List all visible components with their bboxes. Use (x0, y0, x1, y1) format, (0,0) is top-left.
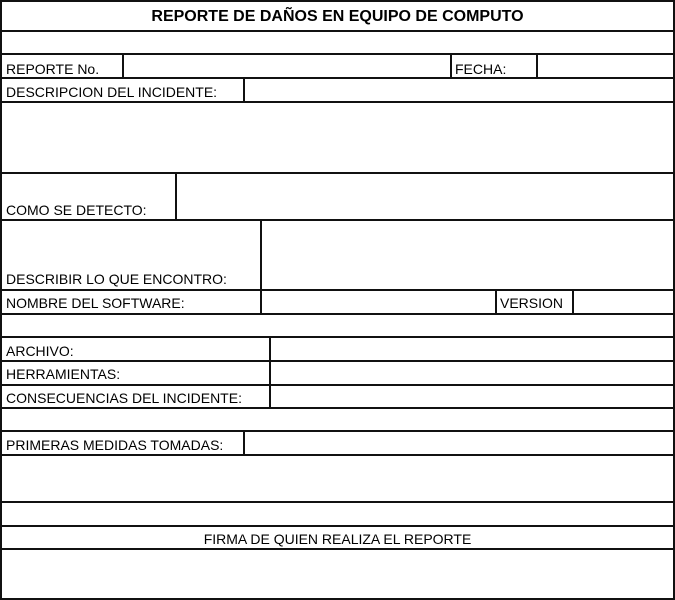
row-line (0, 525, 675, 527)
first-measures-label: PRIMERAS MEDIDAS TOMADAS: (6, 437, 224, 453)
blank-row-field[interactable] (2, 315, 673, 336)
report-number-label: REPORTE No. (6, 61, 100, 77)
form-title: REPORTE DE DAÑOS EN EQUIPO DE COMPUTO (151, 8, 524, 25)
blank-row-field[interactable] (2, 503, 673, 525)
first-measures-area[interactable] (2, 456, 673, 501)
version-field[interactable] (574, 291, 673, 313)
software-name-label: NOMBRE DEL SOFTWARE: (6, 295, 185, 311)
cell-divider (495, 290, 497, 314)
incident-description-label: DESCRIPCION DEL INCIDENTE: (6, 84, 218, 100)
date-field[interactable] (538, 55, 673, 77)
file-field[interactable] (271, 338, 673, 360)
consequences-label: CONSECUENCIAS DEL INCIDENTE: (6, 390, 242, 406)
tools-field[interactable] (271, 362, 673, 384)
signature-field[interactable] (2, 550, 673, 598)
incident-description-field[interactable] (245, 79, 673, 101)
incident-description-area[interactable] (2, 103, 673, 172)
describe-found-label: DESCRIBIR LO QUE ENCONTRO: (6, 271, 227, 287)
consequences-area[interactable] (2, 409, 673, 430)
describe-found-field[interactable] (262, 221, 673, 289)
how-detected-label: COMO SE DETECTO: (6, 202, 147, 218)
cell-divider (450, 54, 452, 78)
row-line (0, 30, 675, 32)
consequences-field[interactable] (271, 386, 673, 407)
tools-label: HERRAMIENTAS: (6, 366, 121, 382)
report-number-field[interactable] (124, 55, 450, 77)
first-measures-field[interactable] (245, 432, 673, 454)
date-label: FECHA: (455, 61, 507, 77)
version-label: VERSION (500, 295, 564, 311)
file-label: ARCHIVO: (6, 343, 74, 359)
software-name-field[interactable] (262, 291, 495, 313)
how-detected-field[interactable] (177, 174, 673, 219)
signature-label: FIRMA DE QUIEN REALIZA EL REPORTE (203, 531, 472, 547)
